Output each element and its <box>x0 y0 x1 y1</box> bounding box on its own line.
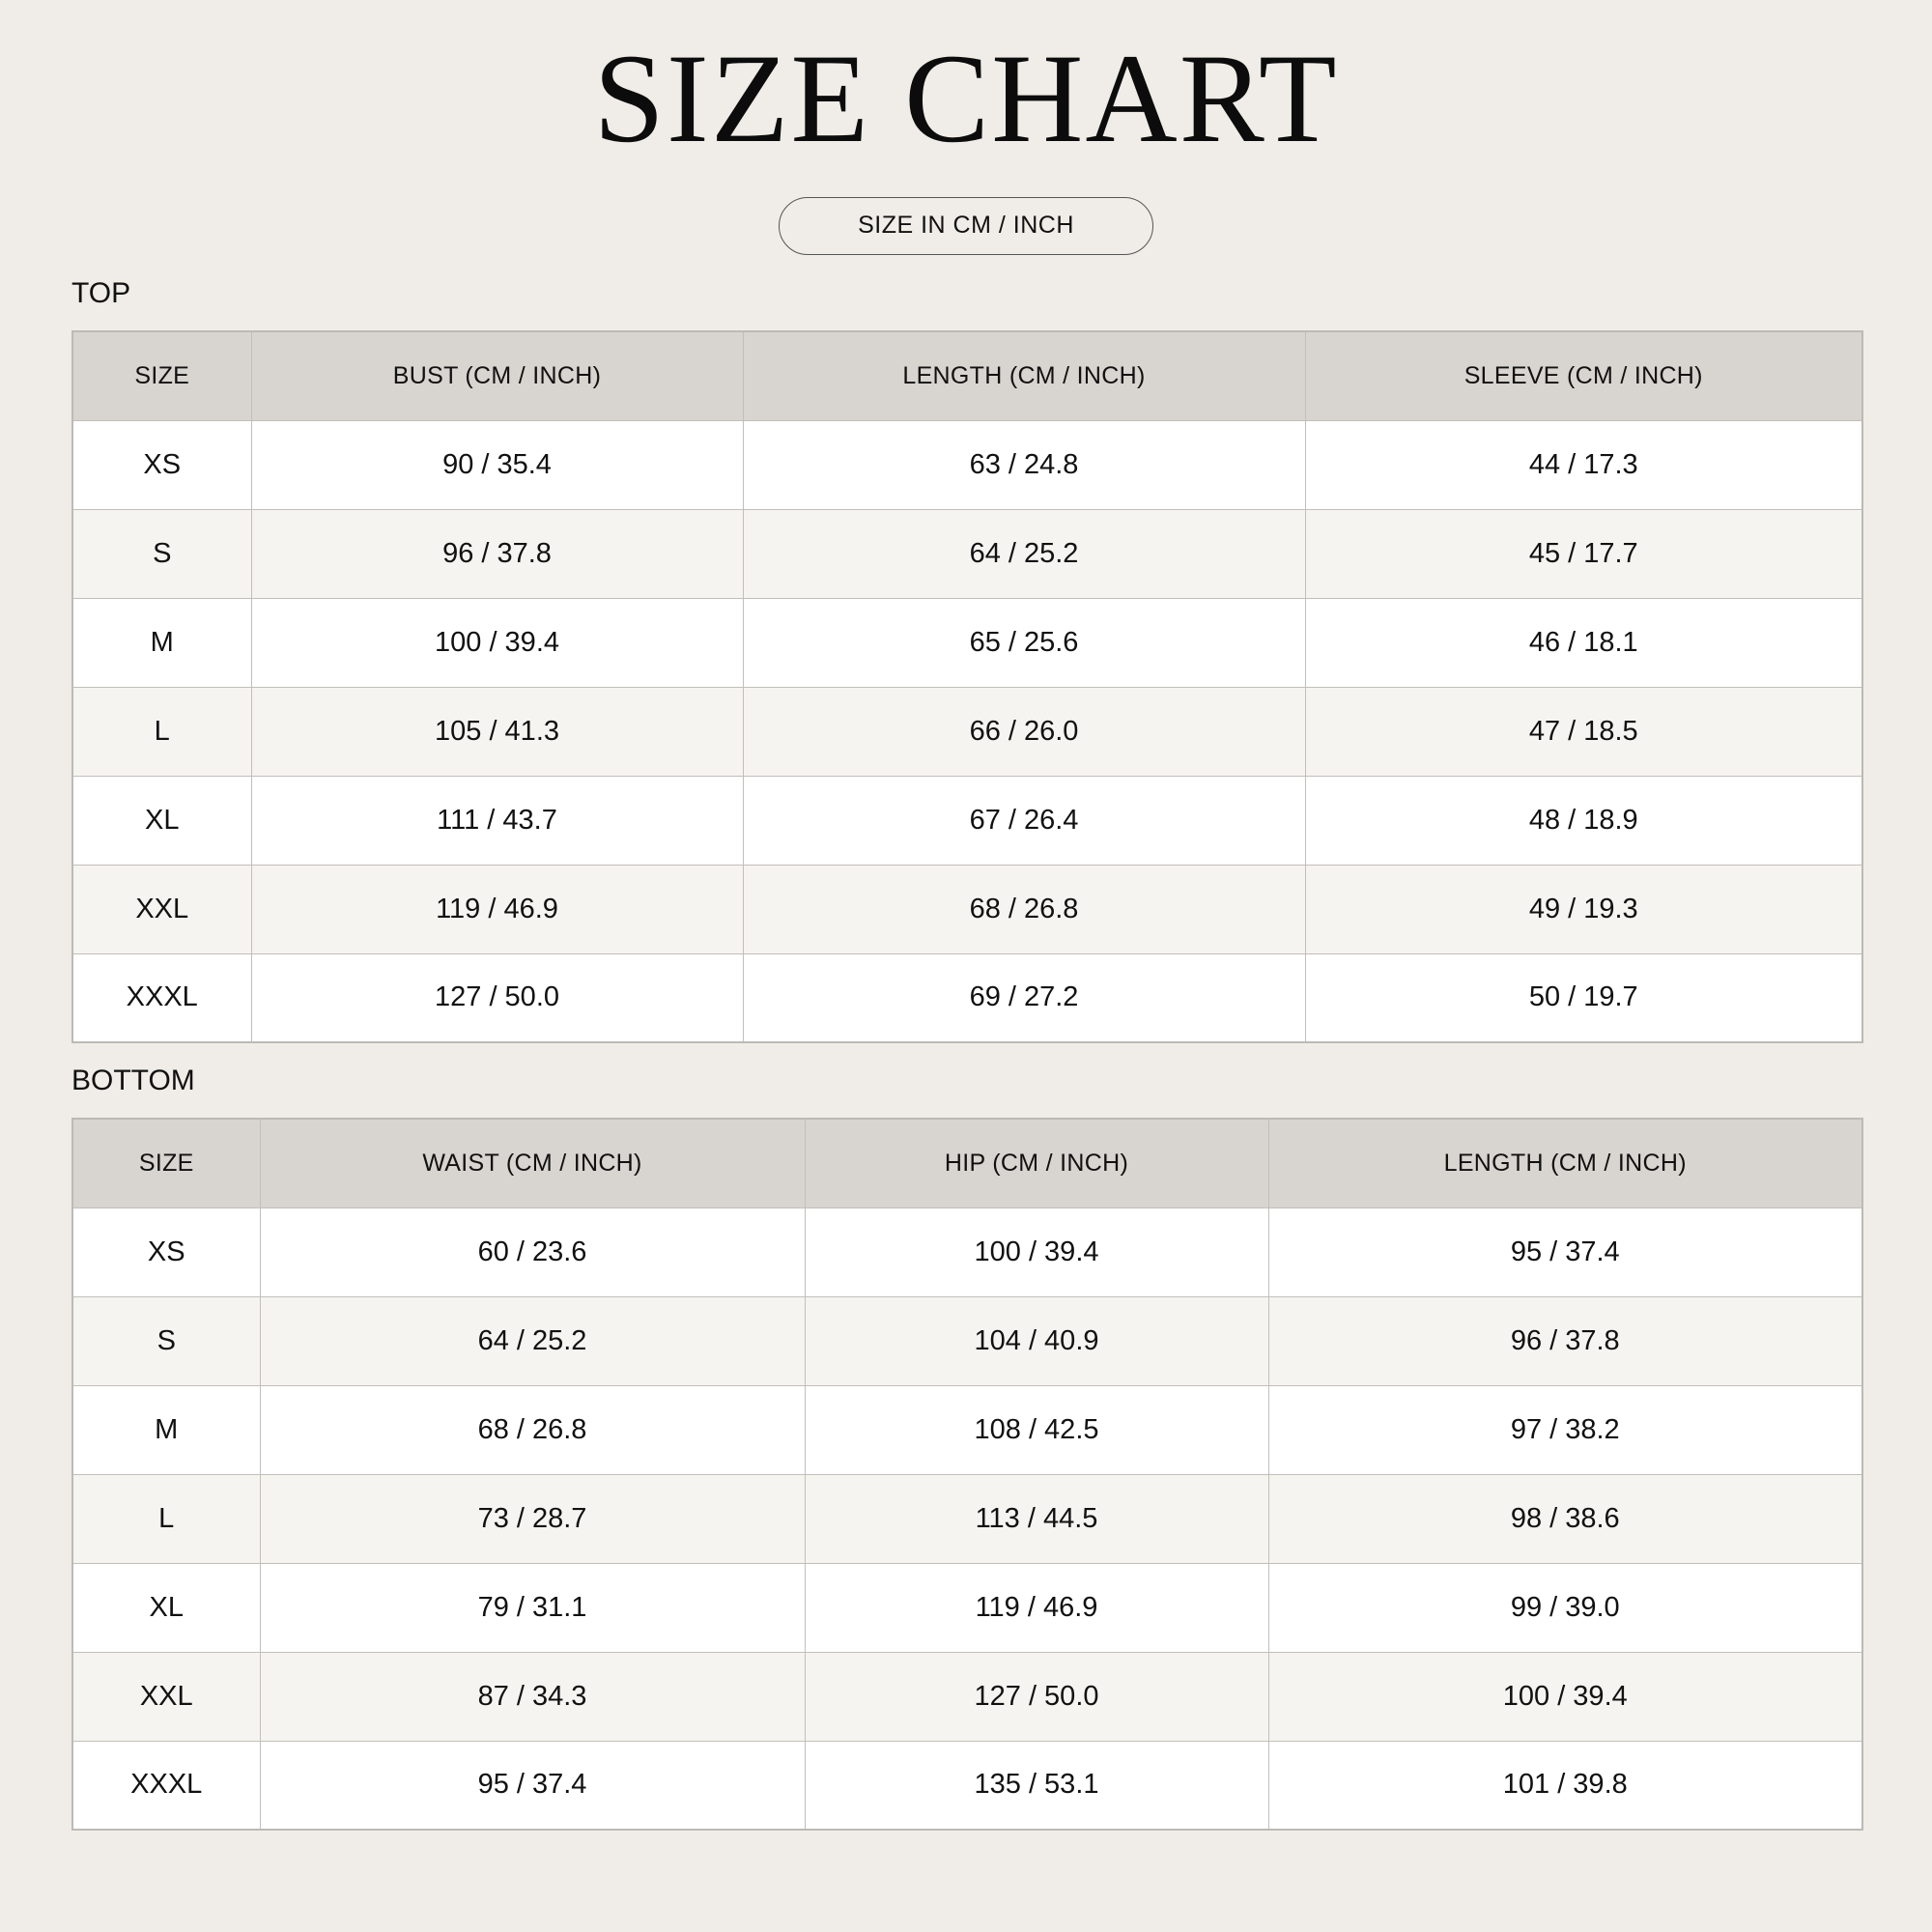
size-cell: XS <box>72 1208 260 1296</box>
table-cell: 119 / 46.9 <box>251 865 743 953</box>
table-row <box>72 1208 1862 1296</box>
size-cell: S <box>72 509 251 598</box>
header-cell: WAIST (CM / INCH) <box>260 1119 805 1208</box>
table-cell: 127 / 50.0 <box>805 1652 1268 1741</box>
table-cell: 101 / 39.8 <box>1268 1741 1862 1830</box>
table-row <box>72 1563 1862 1652</box>
table-cell: 44 / 17.3 <box>1305 420 1862 509</box>
table-cell: 95 / 37.4 <box>1268 1208 1862 1296</box>
table-cell: 60 / 23.6 <box>260 1208 805 1296</box>
header-cell: SIZE <box>72 1119 260 1208</box>
table-cell: 97 / 38.2 <box>1268 1385 1862 1474</box>
table-cell: 104 / 40.9 <box>805 1296 1268 1385</box>
table-cell: 127 / 50.0 <box>251 953 743 1042</box>
size-cell: L <box>72 687 251 776</box>
table-row <box>72 776 1862 865</box>
table-row <box>72 865 1862 953</box>
table-cell: 87 / 34.3 <box>260 1652 805 1741</box>
page-title: SIZE CHART <box>593 27 1339 169</box>
table-row <box>72 420 1862 509</box>
table-cell: 47 / 18.5 <box>1305 687 1862 776</box>
table-cell: 96 / 37.8 <box>1268 1296 1862 1385</box>
table-cell: 63 / 24.8 <box>743 420 1305 509</box>
unit-badge: SIZE IN CM / INCH <box>779 197 1153 255</box>
table-cell: 100 / 39.4 <box>805 1208 1268 1296</box>
table-cell: 90 / 35.4 <box>251 420 743 509</box>
table-cell: 100 / 39.4 <box>251 598 743 687</box>
size-cell: XS <box>72 420 251 509</box>
table-cell: 64 / 25.2 <box>743 509 1305 598</box>
size-cell: XL <box>72 776 251 865</box>
table-cell: 98 / 38.6 <box>1268 1474 1862 1563</box>
table-cell: 113 / 44.5 <box>805 1474 1268 1563</box>
table-cell: 69 / 27.2 <box>743 953 1305 1042</box>
table-row <box>72 1652 1862 1741</box>
size-cell: S <box>72 1296 260 1385</box>
table-cell: 108 / 42.5 <box>805 1385 1268 1474</box>
table-cell: 64 / 25.2 <box>260 1296 805 1385</box>
table-cell: 46 / 18.1 <box>1305 598 1862 687</box>
size-cell: XXXL <box>72 1741 260 1830</box>
table-cell: 48 / 18.9 <box>1305 776 1862 865</box>
table-row <box>72 1741 1862 1830</box>
size-cell: XXL <box>72 1652 260 1741</box>
header-cell: SLEEVE (CM / INCH) <box>1305 331 1862 420</box>
header-cell: LENGTH (CM / INCH) <box>743 331 1305 420</box>
size-cell: L <box>72 1474 260 1563</box>
size-cell: XXL <box>72 865 251 953</box>
table-header-row <box>72 331 1862 420</box>
size-cell: XL <box>72 1563 260 1652</box>
table-cell: 68 / 26.8 <box>260 1385 805 1474</box>
table-cell: 79 / 31.1 <box>260 1563 805 1652</box>
header-cell: BUST (CM / INCH) <box>251 331 743 420</box>
table-row <box>72 687 1862 776</box>
size-cell: XXXL <box>72 953 251 1042</box>
table-row <box>72 1474 1862 1563</box>
size-cell: M <box>72 598 251 687</box>
table-cell: 68 / 26.8 <box>743 865 1305 953</box>
table-header-row <box>72 1119 1862 1208</box>
header-cell: SIZE <box>72 331 251 420</box>
table-cell: 96 / 37.8 <box>251 509 743 598</box>
table-cell: 99 / 39.0 <box>1268 1563 1862 1652</box>
size-cell: M <box>72 1385 260 1474</box>
table-cell: 111 / 43.7 <box>251 776 743 865</box>
bottom-size-table <box>71 1118 1863 1831</box>
table-cell: 67 / 26.4 <box>743 776 1305 865</box>
table-cell: 135 / 53.1 <box>805 1741 1268 1830</box>
section-label-top: TOP <box>71 277 131 309</box>
table-cell: 73 / 28.7 <box>260 1474 805 1563</box>
table-cell: 119 / 46.9 <box>805 1563 1268 1652</box>
table-row <box>72 1385 1862 1474</box>
table-cell: 100 / 39.4 <box>1268 1652 1862 1741</box>
header-cell: LENGTH (CM / INCH) <box>1268 1119 1862 1208</box>
table-row <box>72 953 1862 1042</box>
header-cell: HIP (CM / INCH) <box>805 1119 1268 1208</box>
table-cell: 66 / 26.0 <box>743 687 1305 776</box>
table-cell: 65 / 25.6 <box>743 598 1305 687</box>
table-row <box>72 598 1862 687</box>
table-cell: 45 / 17.7 <box>1305 509 1862 598</box>
table-cell: 50 / 19.7 <box>1305 953 1862 1042</box>
table-row <box>72 509 1862 598</box>
table-cell: 105 / 41.3 <box>251 687 743 776</box>
table-cell: 49 / 19.3 <box>1305 865 1862 953</box>
table-row <box>72 1296 1862 1385</box>
top-size-table <box>71 330 1863 1043</box>
section-label-bottom: BOTTOM <box>71 1065 195 1096</box>
table-cell: 95 / 37.4 <box>260 1741 805 1830</box>
